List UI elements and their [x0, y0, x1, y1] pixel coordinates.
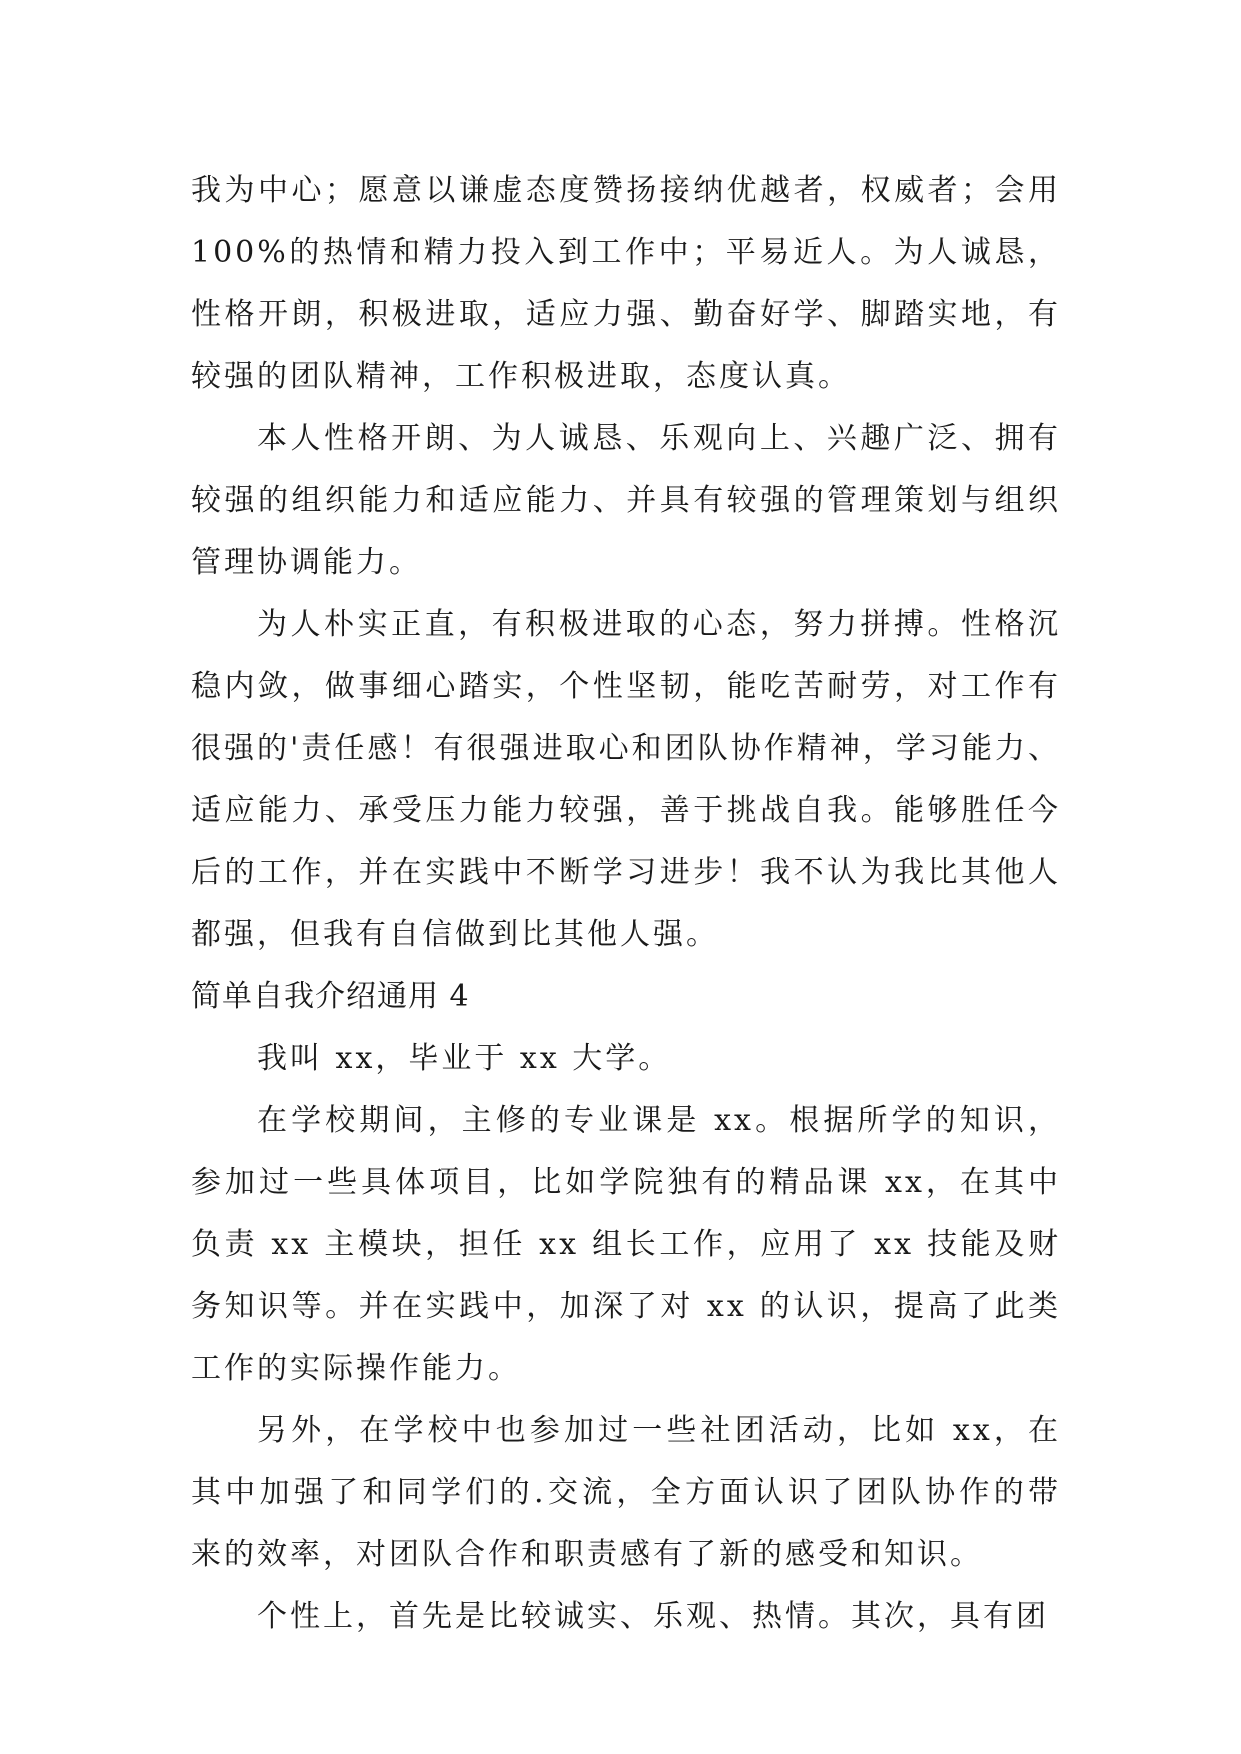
paragraph-intro-study: 在学校期间，主修的专业课是 xx。根据所学的知识，参加过一些具体项目，比如学院独有的精品课 xx，在其中负责 xx 主模块，担任 xx 组长工作，应用了 xx 技能及财务知识等。并在实践中，加深了对 xx 的认识，提高了此类工作的实际操作能力。: [191, 1103, 1061, 1386]
paragraph-intro-personality: 个性上，首先是比较诚实、乐观、热情。其次，具有团: [257, 1599, 1049, 1634]
paragraph-continued: 我为中心；愿意以谦虚态度赞扬接纳优越者，权威者；会用100%的热情和精力投入到工作中；平易近人。为人诚恳，性格开朗，积极进取，适应力强、勤奋好学、脚踏实地，有较强的团队精神，工作积极进取，态度认真。: [191, 173, 1061, 394]
paragraph-intro-activities: 另外，在学校中也参加过一些社团活动，比如 xx，在其中加强了和同学们的.交流，全方面认识了团队协作的带来的效率，对团队合作和职责感有了新的感受和知识。: [191, 1413, 1061, 1572]
document-body: [191, 160, 1061, 1648]
paragraph-intro-name: 我叫 xx，毕业于 xx 大学。: [257, 1041, 672, 1076]
paragraph-personality: 本人性格开朗、为人诚恳、乐观向上、兴趣广泛、拥有较强的组织能力和适应能力、并具有较强的管理策划与组织管理协调能力。: [191, 421, 1061, 580]
section-heading: 简单自我介绍通用 4: [191, 979, 470, 1014]
paragraph-character: 为人朴实正直，有积极进取的心态，努力拼搏。性格沉稳内敛，做事细心踏实，个性坚韧，能吃苦耐劳，对工作有很强的'责任感！有很强进取心和团队协作精神，学习能力、适应能力、承受压力能力较强，善于挑战自我。能够胜任今后的工作，并在实践中不断学习进步！我不认为我比其他人都强，但我有自信做到比其他人强。: [191, 607, 1061, 952]
